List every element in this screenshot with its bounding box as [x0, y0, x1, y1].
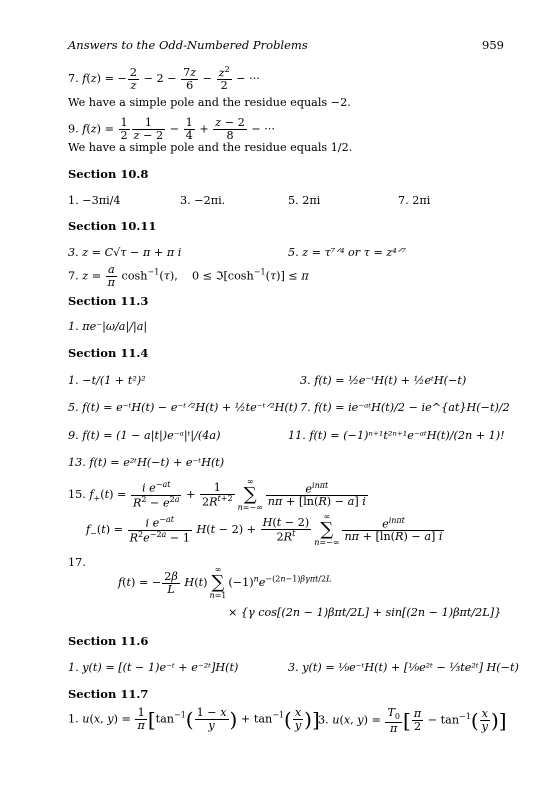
- answer-10-11-5: 5. z = τ⁷ᐟ⁴ or τ = z⁴ᐟ⁷: [288, 246, 406, 259]
- answer-11-4-17-label: 17.: [68, 556, 86, 569]
- answer-11-4-13: 13. f(t) = e²ᵗH(−t) + e⁻ᵗH(t): [68, 456, 225, 469]
- answer-10-8-3: 3. −2πi.: [180, 194, 226, 207]
- answer-11-4-15-fplus: 15. $f_+(t)$ = $\frac{i e^{-at}}{R^2 - e^{2a}}$ + $\frac{1}{2R^{t+2}}$ ∞ ∑ n=−∞ $\frac{e^{in\pi t}}{n\pi + [\ln(R) - a] i}$: [68, 477, 366, 512]
- answer-10-8-1: 1. −3πi/4: [68, 194, 121, 207]
- answer-11-4-7: 7. f(t) = ie⁻ᵃᵗH(t)/2 − ie^{at}H(−t)/2: [300, 401, 510, 414]
- answer-9-text: We have a simple pole and the residue equals 1/2.: [68, 141, 353, 154]
- answer-11-7-3: 3. u(x, y) = $\frac{T_0}{\pi}$ [ $\frac{\pi}{2}$ − $\tan^{-1}$( $\frac{x}{y}$ )]: [318, 706, 507, 735]
- answer-11-4-9: 9. f(t) = (1 − a|t|)e⁻ᵃ|ᵗ|/(4a): [68, 429, 221, 442]
- section-heading-10-8: Section 10.8: [68, 167, 149, 181]
- answer-11-4-17-continuation: × {γ cos[(2n − 1)βπt/2L] + sin[(2n − 1)βπt/2L]}: [228, 606, 502, 619]
- answer-7-text: We have a simple pole and the residue equals −2.: [68, 96, 351, 109]
- page-number: 959: [482, 38, 504, 52]
- section-heading-11-6: Section 11.6: [68, 634, 149, 648]
- answer-11-4-17-formula: f(t) = − $\frac{2\beta}{L}$ H(t)∞ ∑ $n=1(-1)^ne^{-(2n-1)\beta\gamma\pi t/2L}$: [118, 565, 332, 600]
- answer-10-11-7: 7. z = $\frac{a}{\pi}$ $\cosh^{-1}(\tau)$, $0 \le ℑ[\cosh^{-1}(\tau)] \le \pi$: [68, 263, 309, 289]
- answer-11-6-3: 3. y(t) = ⅑e⁻ᵗH(t) + [⅑e²ᵗ − ⅓te²ᵗ] H(−t): [288, 661, 519, 674]
- section-heading-11-4: Section 11.4: [68, 346, 149, 360]
- answer-11-3-1: 1. πe⁻|ω/a|/|a|: [68, 320, 148, 333]
- section-heading-11-7: Section 11.7: [68, 687, 149, 701]
- running-header-title: Answers to the Odd-Numbered Problems: [68, 38, 308, 52]
- answer-7-formula: 7. f(z) = − $\frac{2}{z}$ − 2 − $\frac{7z}{6}$ − $\frac{z^2}{2}$ − ···: [68, 65, 260, 93]
- answer-10-8-5: 5. 2πi: [288, 194, 321, 207]
- answer-11-6-1: 1. y(t) = [(t − 1)e⁻ᵗ + e⁻²ᵗ]H(t): [68, 661, 239, 674]
- answer-11-4-1: 1. −t/(1 + t²)²: [68, 374, 146, 387]
- answer-11-4-3: 3. f(t) = ½e⁻ᵗH(t) + ½eᵗH(−t): [300, 374, 467, 387]
- answer-10-11-3: 3. z = C√τ − π + π i: [68, 246, 182, 259]
- answer-11-4-11: 11. f(t) = (−1)ⁿ⁺¹t²ⁿ⁺¹e⁻ᵃᵗH(t)/(2n + 1)!: [288, 429, 505, 442]
- section-heading-11-3: Section 11.3: [68, 294, 149, 308]
- answer-10-8-7: 7. 2πi: [398, 194, 431, 207]
- answer-11-4-15-fminus: $f_-(t)$ = $\frac{i e^{-at}}{R^2e^{-2a} - 1}$ H(t − 2) + $\frac{H(t - 2)}{2R^t}$ ∞ ∑ n=−∞ $\frac{e^{in\pi t}}{n\pi + [\ln(R) - a] i}$: [86, 512, 443, 547]
- answer-11-7-1: 1. u(x, y) = $\frac{1}{\pi}$ [$\tan^{-1}$( $\frac{1 - x}{y}$ ) + $\tan^{-1}$( $\frac{x}{y}$ )]: [68, 706, 320, 732]
- section-heading-10-11: Section 10.11: [68, 219, 157, 233]
- answer-9-formula: 9. f(z) = $\frac{1}{2}$ $\frac{1}{z - 2}$ − $\frac{1}{4}$ + $\frac{z - 2}{8}$ − ···: [68, 116, 275, 142]
- answer-11-4-5: 5. f(t) = e⁻ᵗH(t) − e⁻ᵗᐟ²H(t) + ½te⁻ᵗᐟ²H(t): [68, 401, 298, 414]
